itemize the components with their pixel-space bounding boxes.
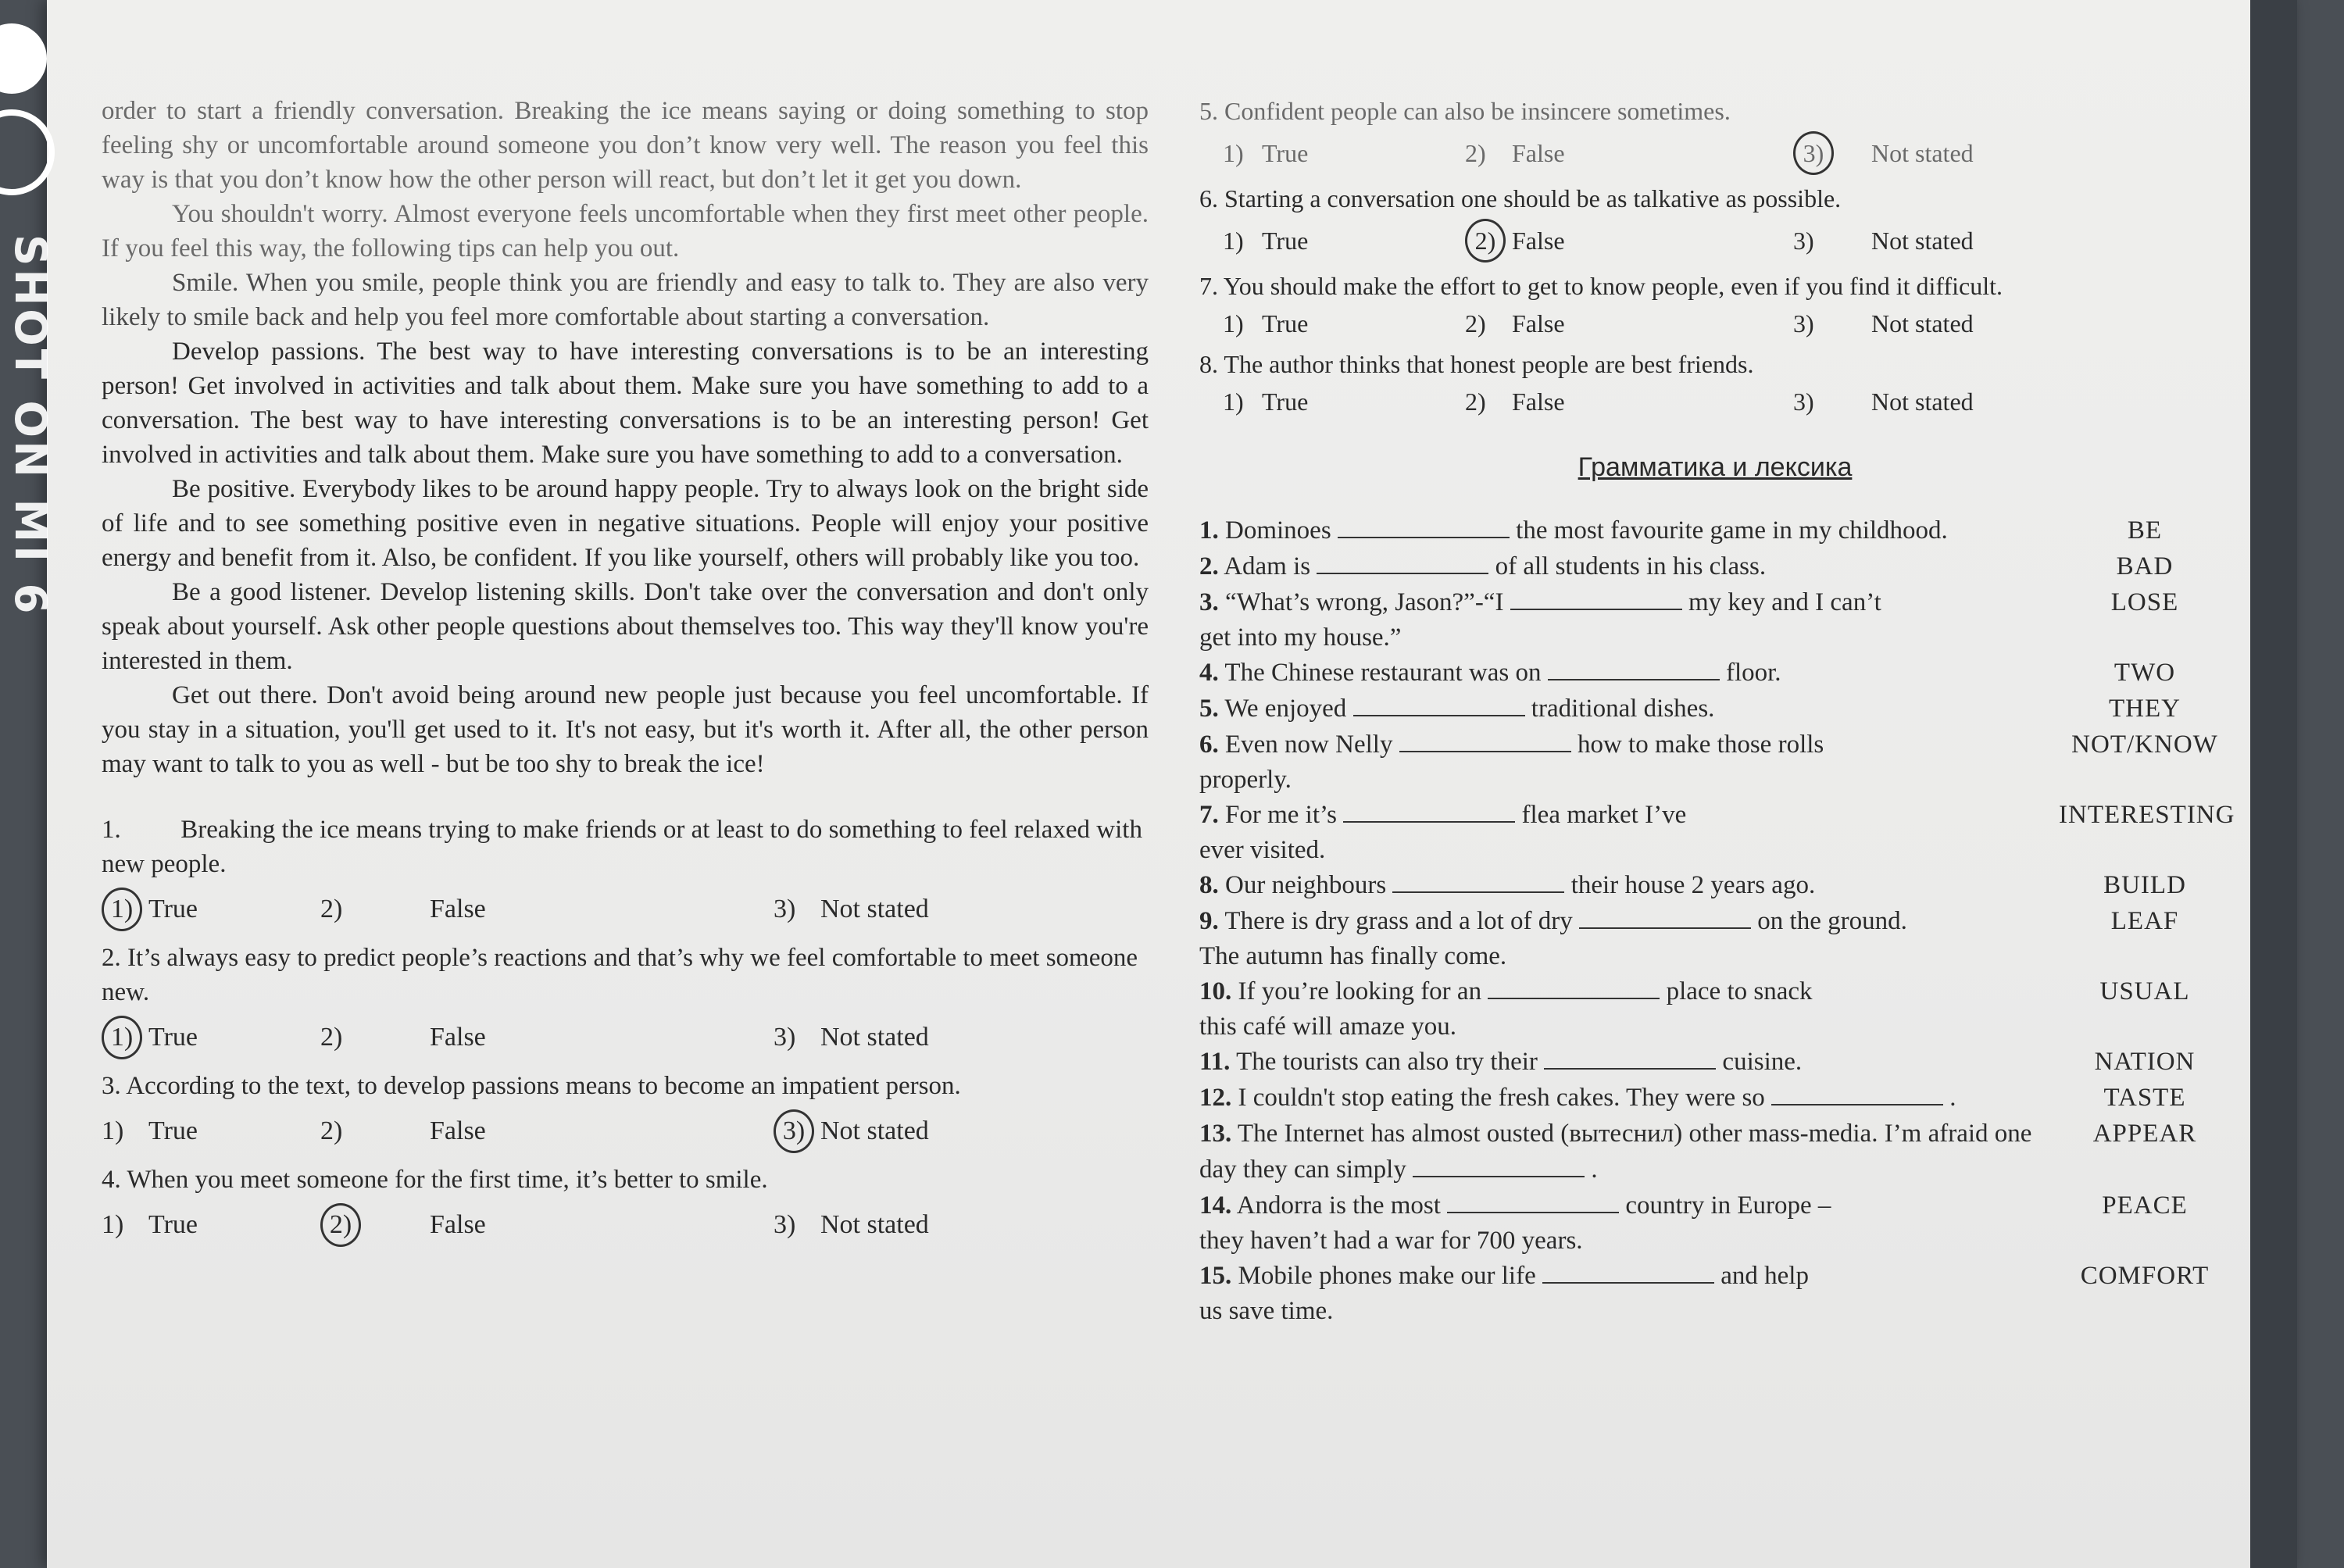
grammar-item-number: 9. bbox=[1199, 907, 1219, 935]
reading-paragraph: Be positive. Everybody likes to be around happy people. Try to always look on the bright side of life and to see something positive even in negative situations. People will enjoy your positive energy and benefit from it. Also, be confident. If you like yourself, others will probably like you too. bbox=[102, 475, 1149, 572]
grammar-sentence-continuation: this café will amaze you. bbox=[1199, 1013, 1456, 1041]
questions-column bbox=[1199, 94, 2235, 1328]
grammar-text-before: We enjoyed bbox=[1224, 695, 1347, 723]
grammar-item bbox=[1199, 584, 2231, 620]
grammar-item-number: 3. bbox=[1199, 588, 1219, 616]
option-label-not-stated: Not stated bbox=[820, 1210, 929, 1239]
grammar-sentence-continuation: us save time. bbox=[1199, 1297, 1334, 1325]
question-text: 8. The author thinks that honest people are best friends. bbox=[1199, 350, 1754, 378]
grammar-item bbox=[1199, 655, 2231, 691]
option-label-false: False bbox=[430, 1023, 486, 1052]
grammar-item bbox=[1199, 867, 2231, 903]
grammar-item-number: 8. bbox=[1199, 871, 1219, 899]
grammar-text-after: of all students in his class. bbox=[1495, 552, 1767, 580]
answer-option-2[interactable]: 2) bbox=[1465, 309, 1486, 338]
option-label-false: False bbox=[430, 895, 486, 923]
grammar-text-before: Mobile phones make our life bbox=[1238, 1262, 1536, 1290]
grammar-sentence bbox=[1199, 1116, 2059, 1188]
grammar-base-word: THEY bbox=[2109, 695, 2181, 723]
reading-column bbox=[102, 94, 1149, 1256]
option-label-not-stated: Not stated bbox=[820, 895, 929, 923]
answer-option-3[interactable]: 3) bbox=[1793, 388, 1814, 416]
answer-blank[interactable] bbox=[1399, 727, 1571, 752]
answer-options bbox=[1223, 384, 2231, 419]
question-text: According to the text, to develop passions means to become an impatient person. bbox=[126, 1072, 961, 1100]
grammar-text-after: country in Europe – bbox=[1625, 1191, 1831, 1220]
question-item bbox=[102, 941, 1149, 1059]
grammar-text-before: For me it’s bbox=[1225, 801, 1338, 829]
option-label-false: False bbox=[430, 1116, 486, 1145]
grammar-text-before: There is dry grass and a lot of dry bbox=[1224, 907, 1573, 935]
grammar-base-word: BUILD bbox=[2103, 871, 2186, 899]
answer-option-1[interactable]: 1) bbox=[1223, 139, 1244, 167]
answer-options bbox=[1223, 306, 2231, 341]
grammar-item-number: 7. bbox=[1199, 801, 1219, 829]
grammar-text-before: The Chinese restaurant was on bbox=[1224, 659, 1542, 687]
question-item bbox=[102, 1163, 1149, 1247]
question-item bbox=[102, 1069, 1149, 1153]
answer-blank[interactable] bbox=[1579, 904, 1751, 929]
grammar-text-before: Adam is bbox=[1224, 552, 1311, 580]
option-label-not-stated: Not stated bbox=[820, 1023, 929, 1052]
grammar-item bbox=[1199, 973, 2231, 1009]
grammar-item bbox=[1199, 691, 2231, 727]
grammar-base-word: COMFORT bbox=[2080, 1262, 2210, 1290]
grammar-text-before: Andorra is the most bbox=[1236, 1191, 1441, 1220]
grammar-exercise bbox=[1199, 513, 2235, 1328]
grammar-text-before: Our neighbours bbox=[1225, 871, 1387, 899]
answer-blank[interactable] bbox=[1542, 1259, 1714, 1284]
option-label-true: True bbox=[148, 1210, 198, 1239]
answer-option-2-circled[interactable]: 2) bbox=[1465, 219, 1506, 263]
option-label-not-stated: Not stated bbox=[1871, 388, 1974, 416]
option-label-not-stated: Not stated bbox=[820, 1116, 929, 1145]
answer-blank[interactable] bbox=[1353, 691, 1525, 716]
grammar-sentence-continuation: get into my house.” bbox=[1199, 623, 1402, 652]
grammar-item-number: 4. bbox=[1199, 659, 1219, 687]
grammar-text-before: “What’s wrong, Jason?”-“I bbox=[1225, 588, 1504, 616]
question-number: 2. bbox=[102, 944, 121, 972]
answer-option-3-circled[interactable]: 3) bbox=[1793, 131, 1834, 175]
question-text: Breaking the ice means trying to make friends or at least to do something to feel relaxed with new people. bbox=[102, 816, 1142, 878]
answer-blank[interactable] bbox=[1338, 513, 1510, 538]
answer-option-3[interactable]: 3) bbox=[1793, 227, 1814, 255]
camera-dot-icon bbox=[0, 23, 47, 94]
answer-option-3[interactable]: 3) bbox=[774, 1210, 796, 1239]
answer-options bbox=[1223, 219, 2231, 263]
grammar-base-word: APPEAR bbox=[2092, 1120, 2197, 1148]
question-item bbox=[102, 813, 1149, 931]
grammar-item bbox=[1199, 513, 2231, 548]
grammar-item-number: 12. bbox=[1199, 1084, 1232, 1112]
answer-blank[interactable] bbox=[1510, 585, 1682, 610]
answer-blank[interactable] bbox=[1544, 1045, 1716, 1070]
grammar-item-number: 11. bbox=[1199, 1048, 1231, 1076]
grammar-sentence bbox=[1199, 691, 2059, 727]
grammar-item-number: 14. bbox=[1199, 1191, 1232, 1220]
answer-option-1[interactable]: 1) bbox=[1223, 388, 1244, 416]
grammar-sentence bbox=[1199, 727, 2059, 763]
grammar-sentence bbox=[1199, 903, 2059, 939]
page-edge bbox=[2250, 0, 2297, 1568]
question-item bbox=[1199, 181, 2231, 263]
grammar-item bbox=[1199, 903, 2231, 939]
option-label-true: True bbox=[1262, 139, 1309, 167]
reading-paragraph: Be a good listener. Develop listening skills. Don't take over the conversation and don't only speak about yourself. Ask other people questions about themselves too. This way they'll know you're interested in them. bbox=[102, 578, 1149, 675]
option-label-true: True bbox=[148, 1116, 198, 1145]
question-text: 7. You should make the effort to get to know people, even if you find it difficult. bbox=[1199, 272, 2003, 300]
option-label-false: False bbox=[1512, 388, 1565, 416]
grammar-text-after: cuisine. bbox=[1722, 1048, 1803, 1076]
answer-option-1[interactable]: 1) bbox=[102, 1116, 124, 1145]
grammar-text-after: the most favourite game in my childhood. bbox=[1516, 516, 1948, 545]
grammar-text-after: on the ground. bbox=[1757, 907, 1907, 935]
grammar-item-number: 13. bbox=[1199, 1120, 1232, 1148]
grammar-sentence bbox=[1199, 1258, 2059, 1294]
grammar-sentence bbox=[1199, 797, 2059, 833]
grammar-item-number: 5. bbox=[1199, 695, 1219, 723]
answer-blank[interactable] bbox=[1548, 655, 1720, 680]
grammar-text-before: Even now Nelly bbox=[1225, 730, 1393, 759]
answer-options bbox=[1223, 131, 2231, 175]
option-label-false: False bbox=[430, 1210, 486, 1239]
grammar-text-after: and help bbox=[1720, 1262, 1809, 1290]
grammar-item bbox=[1199, 548, 2231, 584]
grammar-item bbox=[1199, 1116, 2231, 1188]
question-item bbox=[1199, 347, 2231, 419]
grammar-text-after: place to snack bbox=[1666, 977, 1813, 1005]
grammar-base-word: BAD bbox=[2116, 552, 2174, 580]
answer-option-2[interactable]: 2) bbox=[320, 1116, 343, 1145]
grammar-text-before: I couldn't stop eating the fresh cakes. They were so bbox=[1238, 1084, 1765, 1112]
grammar-text-before: The tourists can also try their bbox=[1236, 1048, 1538, 1076]
grammar-item bbox=[1199, 1080, 2231, 1116]
answer-blank[interactable] bbox=[1447, 1188, 1619, 1213]
grammar-sentence bbox=[1199, 655, 2059, 691]
question-text: When you meet someone for the first time, it’s better to smile. bbox=[127, 1166, 768, 1194]
option-label-not-stated: Not stated bbox=[1871, 309, 1974, 338]
answer-option-2[interactable]: 2) bbox=[1465, 388, 1486, 416]
grammar-text-after: how to make those rolls bbox=[1577, 730, 1824, 759]
grammar-item-number: 6. bbox=[1199, 730, 1219, 759]
option-label-true: True bbox=[148, 895, 198, 923]
question-item bbox=[1199, 94, 2231, 175]
answer-option-3[interactable]: 3) bbox=[1793, 309, 1814, 338]
answer-option-1[interactable]: 1) bbox=[1223, 227, 1244, 255]
grammar-item-number: 2. bbox=[1199, 552, 1219, 580]
grammar-item-number: 1. bbox=[1199, 516, 1219, 545]
option-label-true: True bbox=[1262, 309, 1309, 338]
option-label-true: True bbox=[148, 1023, 198, 1052]
grammar-sentence bbox=[1199, 1188, 2059, 1223]
question-number: 3. bbox=[102, 1072, 121, 1100]
answer-option-1[interactable]: 1) bbox=[102, 1210, 124, 1239]
reading-paragraph: Get out there. Don't avoid being around new people just because you feel uncomfortable. If you stay in a situation, you'll get used to it. It's not easy, but it's worth it. After all, the other person may want to talk to you as well - but be too shy to break the ice! bbox=[102, 681, 1149, 778]
answer-options bbox=[102, 888, 1149, 931]
grammar-base-word: LEAF bbox=[2110, 907, 2179, 935]
grammar-text-before: Dominoes bbox=[1225, 516, 1331, 545]
answer-option-1-circled[interactable]: 1) bbox=[102, 1016, 142, 1059]
question-text: 5. Confident people can also be insincere sometimes. bbox=[1199, 97, 1731, 125]
option-label-false: False bbox=[1512, 309, 1565, 338]
answer-option-2[interactable]: 2) bbox=[1465, 139, 1486, 167]
camera-watermark: SHOT ON MI 6 bbox=[5, 234, 55, 617]
answer-blank[interactable] bbox=[1771, 1080, 1943, 1105]
option-label-false: False bbox=[1512, 227, 1565, 255]
answer-blank[interactable] bbox=[1488, 974, 1660, 999]
grammar-text-after: . bbox=[1949, 1084, 1956, 1112]
grammar-section-title: Грамматика и лексика bbox=[1578, 452, 1853, 482]
grammar-text-after: . bbox=[1591, 1155, 1598, 1184]
grammar-sentence bbox=[1199, 867, 2059, 903]
option-label-not-stated: Not stated bbox=[1871, 139, 1974, 167]
grammar-base-word: INTERESTING bbox=[2059, 801, 2235, 829]
answer-option-1-circled[interactable]: 1) bbox=[102, 888, 142, 931]
grammar-base-word: USUAL bbox=[2099, 977, 2190, 1005]
answer-option-3[interactable]: 3) bbox=[774, 895, 796, 923]
option-label-true: True bbox=[1262, 388, 1309, 416]
grammar-base-word: BE bbox=[2127, 516, 2163, 545]
grammar-item bbox=[1199, 1258, 2231, 1294]
answer-option-1[interactable]: 1) bbox=[1223, 309, 1244, 338]
grammar-sentence-continuation: The autumn has finally come. bbox=[1199, 942, 1507, 970]
grammar-sentence-continuation: ever visited. bbox=[1199, 836, 1326, 864]
grammar-sentence bbox=[1199, 584, 2059, 620]
question-text: 6. Starting a conversation one should be as talkative as possible. bbox=[1199, 184, 1842, 213]
grammar-sentence bbox=[1199, 548, 2059, 584]
option-label-not-stated: Not stated bbox=[1871, 227, 1974, 255]
answer-blank[interactable] bbox=[1343, 798, 1515, 823]
answer-options bbox=[102, 1203, 1149, 1247]
grammar-text-after: traditional dishes. bbox=[1531, 695, 1715, 723]
question-number: 1. bbox=[102, 816, 121, 844]
reading-paragraph: You shouldn't worry. Almost everyone feels uncomfortable when they first meet other people. If you feel this way, the following tips can help you out. bbox=[102, 200, 1149, 263]
grammar-item bbox=[1199, 727, 2231, 763]
question-number: 4. bbox=[102, 1166, 121, 1194]
grammar-base-word: TWO bbox=[2114, 659, 2176, 687]
grammar-item-number: 15. bbox=[1199, 1262, 1232, 1290]
question-item bbox=[1199, 269, 2231, 341]
answer-option-3-circled[interactable]: 3) bbox=[774, 1109, 814, 1153]
answer-option-3[interactable]: 3) bbox=[774, 1023, 796, 1052]
answer-option-2-circled[interactable]: 2) bbox=[320, 1203, 361, 1247]
grammar-base-word: LOSE bbox=[2110, 588, 2179, 616]
grammar-sentence-continuation: properly. bbox=[1199, 766, 1292, 794]
grammar-base-word: TASTE bbox=[2103, 1084, 2186, 1112]
grammar-item bbox=[1199, 797, 2235, 833]
answer-blank[interactable] bbox=[1317, 549, 1488, 574]
grammar-item bbox=[1199, 1044, 2231, 1080]
option-label-false: False bbox=[1512, 139, 1565, 167]
answer-option-2[interactable]: 2) bbox=[320, 895, 343, 923]
answer-options bbox=[102, 1109, 1149, 1153]
grammar-text-after: flea market I’ve bbox=[1521, 801, 1687, 829]
answer-blank[interactable] bbox=[1392, 868, 1564, 893]
answer-blank[interactable] bbox=[1413, 1152, 1585, 1177]
grammar-text-before: If you’re looking for an bbox=[1238, 977, 1482, 1005]
answer-option-2[interactable]: 2) bbox=[320, 1023, 343, 1052]
grammar-base-word: NATION bbox=[2094, 1048, 2196, 1076]
question-text: It’s always easy to predict people’s reactions and that’s why we feel comfortable to meet someone new. bbox=[102, 944, 1138, 1006]
grammar-sentence bbox=[1199, 1080, 2059, 1116]
grammar-text-before: The Internet has almost ousted (вытеснил) other mass-media. I’m afraid one day they can simply bbox=[1199, 1120, 2032, 1184]
answer-options bbox=[102, 1016, 1149, 1059]
grammar-sentence bbox=[1199, 1044, 2059, 1080]
option-label-true: True bbox=[1262, 227, 1309, 255]
grammar-text-after: my key and I can’t bbox=[1688, 588, 1881, 616]
grammar-sentence-continuation: they haven’t had a war for 700 years. bbox=[1199, 1227, 1583, 1255]
grammar-base-word: NOT/KNOW bbox=[2071, 730, 2218, 759]
reading-paragraph: order to start a friendly conversation. Breaking the ice means saying or doing something to stop feeling shy or uncomfortable around someone you don’t know very well. The reason you feel this way is that you don’t know how the other person will react, but don’t let it get you down. bbox=[102, 97, 1149, 194]
reading-paragraph: Develop passions. The best way to have interesting conversations is to be an interesting person! Get involved in activities and talk about them. Make sure you have something to add to a conversation. The best way to have interesting conversations is to be an interesting person! Get involved in activities and talk about them. Make sure you have something to add to a conversation. bbox=[102, 338, 1149, 469]
grammar-base-word: PEACE bbox=[2102, 1191, 2188, 1220]
grammar-text-after: floor. bbox=[1725, 659, 1781, 687]
grammar-sentence bbox=[1199, 973, 2059, 1009]
grammar-item-number: 10. bbox=[1199, 977, 1232, 1005]
worksheet-page bbox=[47, 0, 2297, 1568]
grammar-text-after: their house 2 years ago. bbox=[1570, 871, 1816, 899]
reading-paragraph: Smile. When you smile, people think you are friendly and easy to talk to. They are also very likely to smile back and help you feel more comfortable about starting a conversation. bbox=[102, 269, 1149, 331]
grammar-item bbox=[1199, 1188, 2231, 1223]
grammar-sentence bbox=[1199, 513, 2059, 548]
